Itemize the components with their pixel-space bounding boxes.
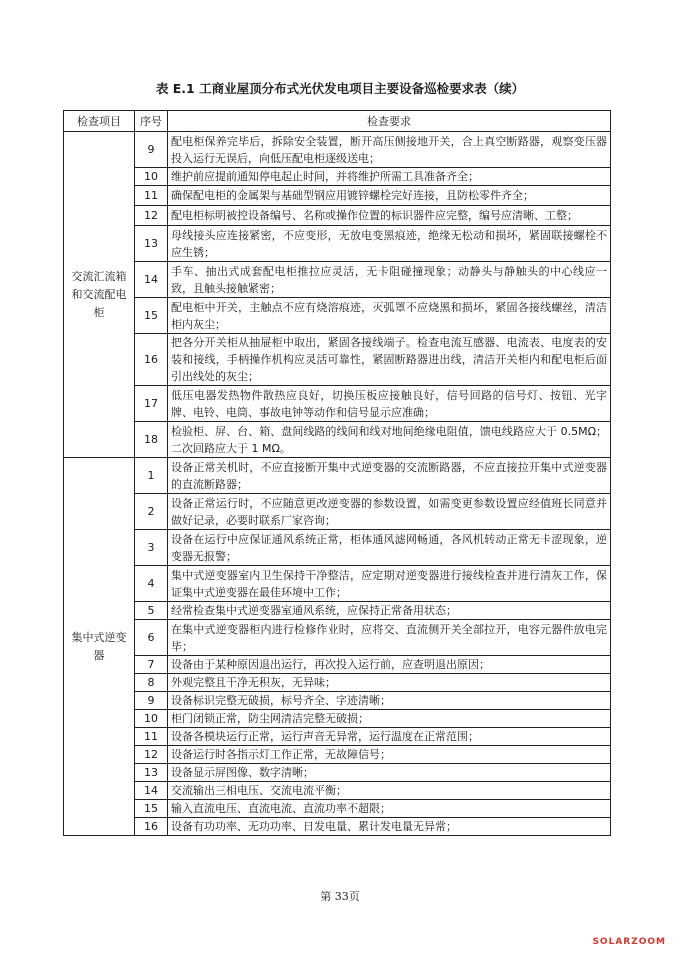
table-row	[64, 818, 611, 836]
requirement-text: 设备正常关机时，不应直接断开集中式逆变器的交流断路器，不应直接拉开集中式逆变器的直流断路器；	[168, 458, 611, 494]
row-number: 2	[135, 494, 168, 530]
requirement-text: 母线接头应连接紧密，不应变形，无放电变黑痕迹，绝缘无松动和损坏，紧固联接螺栓不应生锈；	[168, 226, 611, 262]
requirement-text: 设备显示屏图像、数字清晰；	[168, 764, 611, 782]
table-row	[64, 530, 611, 566]
requirement-text: 检验柜、屏、台、箱、盘间线路的线间和线对地间绝缘电阻值，馈电线路应大于 0.5MΩ；二次回路应大于 1 MΩ。	[168, 422, 611, 458]
row-number: 16	[135, 818, 168, 836]
table-row	[64, 206, 611, 226]
table-row	[64, 298, 611, 334]
requirement-text: 手车、抽出式成套配电柜推拉应灵活，无卡阻碰撞现象；动静头与静触头的中心线应一致，且触头接触紧密；	[168, 262, 611, 298]
category-cell: 交流汇流箱和交流配电柜	[64, 132, 135, 458]
row-number: 18	[135, 422, 168, 458]
row-number: 4	[135, 566, 168, 602]
table-row	[64, 728, 611, 746]
table-title: 表 E.1 工商业屋顶分布式光伏发电项目主要设备巡检要求表（续）	[155, 81, 525, 96]
row-number: 10	[135, 168, 168, 186]
requirement-text: 维护前应提前通知停电起止时间，并将维护所需工具准备齐全；	[168, 168, 611, 186]
requirement-text: 设备由于某种原因退出运行，再次投入运行前，应查明退出原因；	[168, 656, 611, 674]
row-number: 3	[135, 530, 168, 566]
requirement-text: 柜门闭锁正常，防尘网清洁完整无破损；	[168, 710, 611, 728]
requirement-text: 集中式逆变器室内卫生保持干净整洁，应定期对逆变器进行接线检查并进行清灰工作，保证集中式逆变器在最佳环境中工作；	[168, 566, 611, 602]
row-number: 16	[135, 334, 168, 386]
requirement-text: 在集中式逆变器柜内进行检修作业时，应将交、直流侧开关全部拉开，电容元器件放电完毕；	[168, 620, 611, 656]
row-number: 15	[135, 298, 168, 334]
requirement-text: 确保配电柜的金属架与基础型钢应用镀锌螺栓完好连接，且防松零件齐全；	[168, 186, 611, 206]
row-number: 13	[135, 226, 168, 262]
requirement-text: 外观完整且干净无积灰，无异味；	[168, 674, 611, 692]
table-row	[64, 674, 611, 692]
table-row	[64, 800, 611, 818]
table-row	[64, 494, 611, 530]
row-number: 12	[135, 746, 168, 764]
table-row	[64, 186, 611, 206]
requirement-text: 低压电器发热物件散热应良好，切换压板应接触良好，信号回路的信号灯、按钮、光字牌、电铃、电筒、事故电钟等动作和信号显示应准确；	[168, 386, 611, 422]
table-row	[64, 746, 611, 764]
requirement-text: 设备运行时各指示灯工作正常，无故障信号；	[168, 746, 611, 764]
table-row	[64, 782, 611, 800]
row-number: 11	[135, 186, 168, 206]
table-row	[64, 226, 611, 262]
requirement-text: 设备有功功率、无功功率、日发电量、累计发电量无异常；	[168, 818, 611, 836]
table-row	[64, 386, 611, 422]
page-number: 第 33页	[320, 890, 360, 903]
row-number: 10	[135, 710, 168, 728]
header-requirement: 检查要求	[168, 111, 611, 132]
row-number: 12	[135, 206, 168, 226]
table-row	[64, 602, 611, 620]
row-number: 1	[135, 458, 168, 494]
table-row	[64, 764, 611, 782]
requirement-text: 配电柜标明被控设备编号、名称或操作位置的标识器件应完整，编号应清晰、工整；	[168, 206, 611, 226]
table-row	[64, 132, 611, 168]
table-row	[64, 422, 611, 458]
requirement-text: 设备在运行中应保证通风系统正常，柜体通风滤网畅通，各风机转动正常无卡涩现象，逆变器无报警；	[168, 530, 611, 566]
table-row	[64, 566, 611, 602]
requirement-text: 交流输出三相电压、交流电流平衡；	[168, 782, 611, 800]
table-row	[64, 458, 611, 494]
row-number: 9	[135, 132, 168, 168]
table-row	[64, 620, 611, 656]
row-number: 8	[135, 674, 168, 692]
table-row	[64, 656, 611, 674]
requirement-text: 配电柜中开关，主触点不应有烧溶痕迹，灭弧罩不应烧黑和损坏，紧固各接线螺丝，清洁柜内灰尘；	[168, 298, 611, 334]
row-number: 9	[135, 692, 168, 710]
row-number: 7	[135, 656, 168, 674]
table-row	[64, 168, 611, 186]
requirement-text: 输入直流电压、直流电流、直流功率不超限；	[168, 800, 611, 818]
row-number: 13	[135, 764, 168, 782]
requirement-text: 设备各模块运行正常，运行声音无异常，运行温度在正常范围；	[168, 728, 611, 746]
row-number: 6	[135, 620, 168, 656]
requirement-text: 设备标识完整无破损，标号齐全、字迹清晰；	[168, 692, 611, 710]
header-no: 序号	[135, 111, 168, 132]
watermark-logo: SOLARZOOM	[592, 937, 666, 947]
requirement-text: 把各分开关柜从抽屉柜中取出，紧固各接线端子。检查电流互感器、电流表、电度表的安装和接线，手柄操作机构应灵活可靠性，紧固断路器进出线，清洁开关柜内和配电柜后面引出线处的灰尘；	[168, 334, 611, 386]
row-number: 11	[135, 728, 168, 746]
category-cell: 集中式逆变器	[64, 458, 135, 836]
table-row	[64, 334, 611, 386]
requirement-text: 经常检查集中式逆变器室通风系统，应保持正常备用状态；	[168, 602, 611, 620]
inspection-table	[63, 110, 611, 836]
table-row	[64, 262, 611, 298]
header-item: 检查项目	[64, 111, 135, 132]
requirement-text: 配电柜保养完毕后，拆除安全装置，断开高压侧接地开关，合上真空断路器，观察变压器投入运行无误后，向低压配电柜逐级送电；	[168, 132, 611, 168]
table-row	[64, 710, 611, 728]
header-row	[64, 111, 611, 132]
requirement-text: 设备正常运行时，不应随意更改逆变器的参数设置，如需变更参数设置应经值班长同意并做好记录，必要时联系厂家咨询；	[168, 494, 611, 530]
row-number: 14	[135, 262, 168, 298]
row-number: 5	[135, 602, 168, 620]
table-row	[64, 692, 611, 710]
row-number: 14	[135, 782, 168, 800]
row-number: 15	[135, 800, 168, 818]
row-number: 17	[135, 386, 168, 422]
